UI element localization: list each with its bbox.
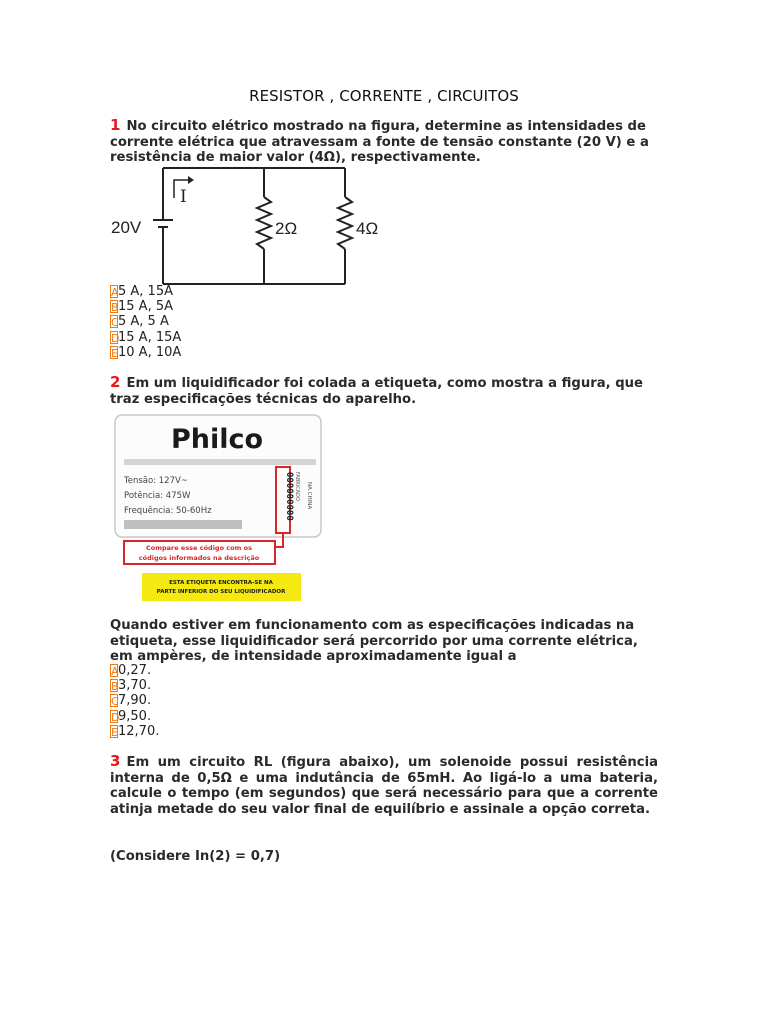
option-letter: A xyxy=(111,665,119,678)
question-3-text-wrap xyxy=(110,754,658,817)
option-letter: D xyxy=(111,331,120,345)
question-1-options xyxy=(110,284,181,360)
option-letter: B xyxy=(111,301,119,315)
option-letter: C xyxy=(111,316,119,330)
brand-logo: Philco xyxy=(171,424,264,455)
question-2-text-wrap xyxy=(110,375,658,407)
notice-line-1: ESTA ETIQUETA ENCONTRA-SE NA xyxy=(169,580,273,586)
question-3 xyxy=(110,754,658,817)
option-item[interactable] xyxy=(110,330,181,345)
option-letter: A xyxy=(111,286,119,299)
appliance-label-svg xyxy=(114,414,324,602)
option-item[interactable] xyxy=(110,709,159,724)
label-redacted-bar xyxy=(124,520,242,529)
source-label: 20V xyxy=(111,218,142,237)
question-2-number: 2 xyxy=(110,373,121,391)
current-arrowhead-icon xyxy=(188,176,194,184)
question-2-followup xyxy=(110,618,658,665)
option-text: 0,27. xyxy=(118,663,152,678)
question-3-note-wrap xyxy=(110,849,658,865)
option-item[interactable] xyxy=(110,314,181,329)
question-1-text: No circuito elétrico mostrado na figura, determine as intensidades de corrente elétrica que atravessam a fonte de tensão constante (20 V) e a resistência de maior valor (4Ω), respectivamente. xyxy=(110,119,649,165)
notice-line-2: PARTE INFERIOR DO SEU LIQUIDIFICADOR xyxy=(156,589,286,595)
question-1-text-wrap xyxy=(110,118,658,166)
label-divider-bar xyxy=(124,459,316,465)
option-item[interactable] xyxy=(110,663,159,678)
option-letter: C xyxy=(111,695,119,709)
label-frequency: Frequência: 50-60Hz xyxy=(124,506,212,516)
option-text: 9,50. xyxy=(118,708,152,724)
resistor-4ohm xyxy=(338,197,352,249)
option-text: 12,70. xyxy=(118,723,160,739)
label-code: 000000000 xyxy=(284,472,294,521)
option-item[interactable] xyxy=(110,284,181,299)
question-2-options xyxy=(110,663,159,739)
callout-line-2: códigos informados na descrição xyxy=(138,554,260,562)
question-2-followup-text: Quando estiver em funcionamento com as especificações indicadas na etiqueta, esse liquidificador será percorrido por uma corrente elétrica, em ampères, de intensidade aproximadamente igual a xyxy=(110,618,638,664)
label-made: FABRICADO xyxy=(294,472,300,501)
option-item[interactable] xyxy=(110,299,181,314)
circuit-figure xyxy=(108,165,408,287)
page-title: RESISTOR , CORRENTE , CIRCUITOS xyxy=(249,87,519,105)
current-label: I xyxy=(180,187,187,207)
callout-line-1: Compare esse código com os xyxy=(145,544,253,552)
option-text: 7,90. xyxy=(118,693,152,709)
question-2 xyxy=(110,375,658,407)
question-2-text: Em um liquidificador foi colada a etiqueta, como mostra a figura, que traz especificações técnicas do aparelho. xyxy=(110,376,643,407)
option-letter: D xyxy=(111,710,120,724)
question-1-number: 1 xyxy=(110,116,121,134)
question-3-number: 3 xyxy=(110,752,121,770)
option-text: 15 A, 15A xyxy=(118,329,182,345)
label-origin: NA CHINA xyxy=(306,482,312,510)
question-3-note: (Considere In(2) = 0,7) xyxy=(110,849,281,864)
resistor-4ohm-label: 4Ω xyxy=(356,219,379,238)
option-text: 10 A, 10A xyxy=(118,344,182,360)
notice-box xyxy=(142,573,301,601)
option-letter: B xyxy=(111,680,119,694)
resistor-2ohm-label: 2Ω xyxy=(275,219,298,238)
option-text: 5 A, 15A xyxy=(118,284,173,299)
option-item[interactable] xyxy=(110,724,159,739)
option-item[interactable] xyxy=(110,678,159,693)
resistor-2ohm xyxy=(257,197,271,249)
option-text: 5 A, 5 A xyxy=(118,314,169,330)
label-power: Potência: 475W xyxy=(124,491,191,501)
option-letter: E xyxy=(111,725,118,739)
appliance-label-figure xyxy=(114,414,324,602)
label-voltage: Tensão: 127V~ xyxy=(124,476,188,486)
question-3-text: Em um circuito RL (figura abaixo), um solenoide possui resistência interna de 0,5Ω e uma indutância de 65mH. Ao ligá-lo a uma bateria, calcule o tempo (em segundos) que será necessário para que a corrente atinja metade do seu valor final de equilíbrio e assinale a opção correta. xyxy=(110,755,658,817)
option-item[interactable] xyxy=(110,345,181,360)
option-letter: E xyxy=(111,346,118,360)
option-item[interactable] xyxy=(110,693,159,708)
option-text: 15 A, 5A xyxy=(118,299,173,315)
option-text: 3,70. xyxy=(118,678,152,694)
question-1 xyxy=(110,118,658,166)
